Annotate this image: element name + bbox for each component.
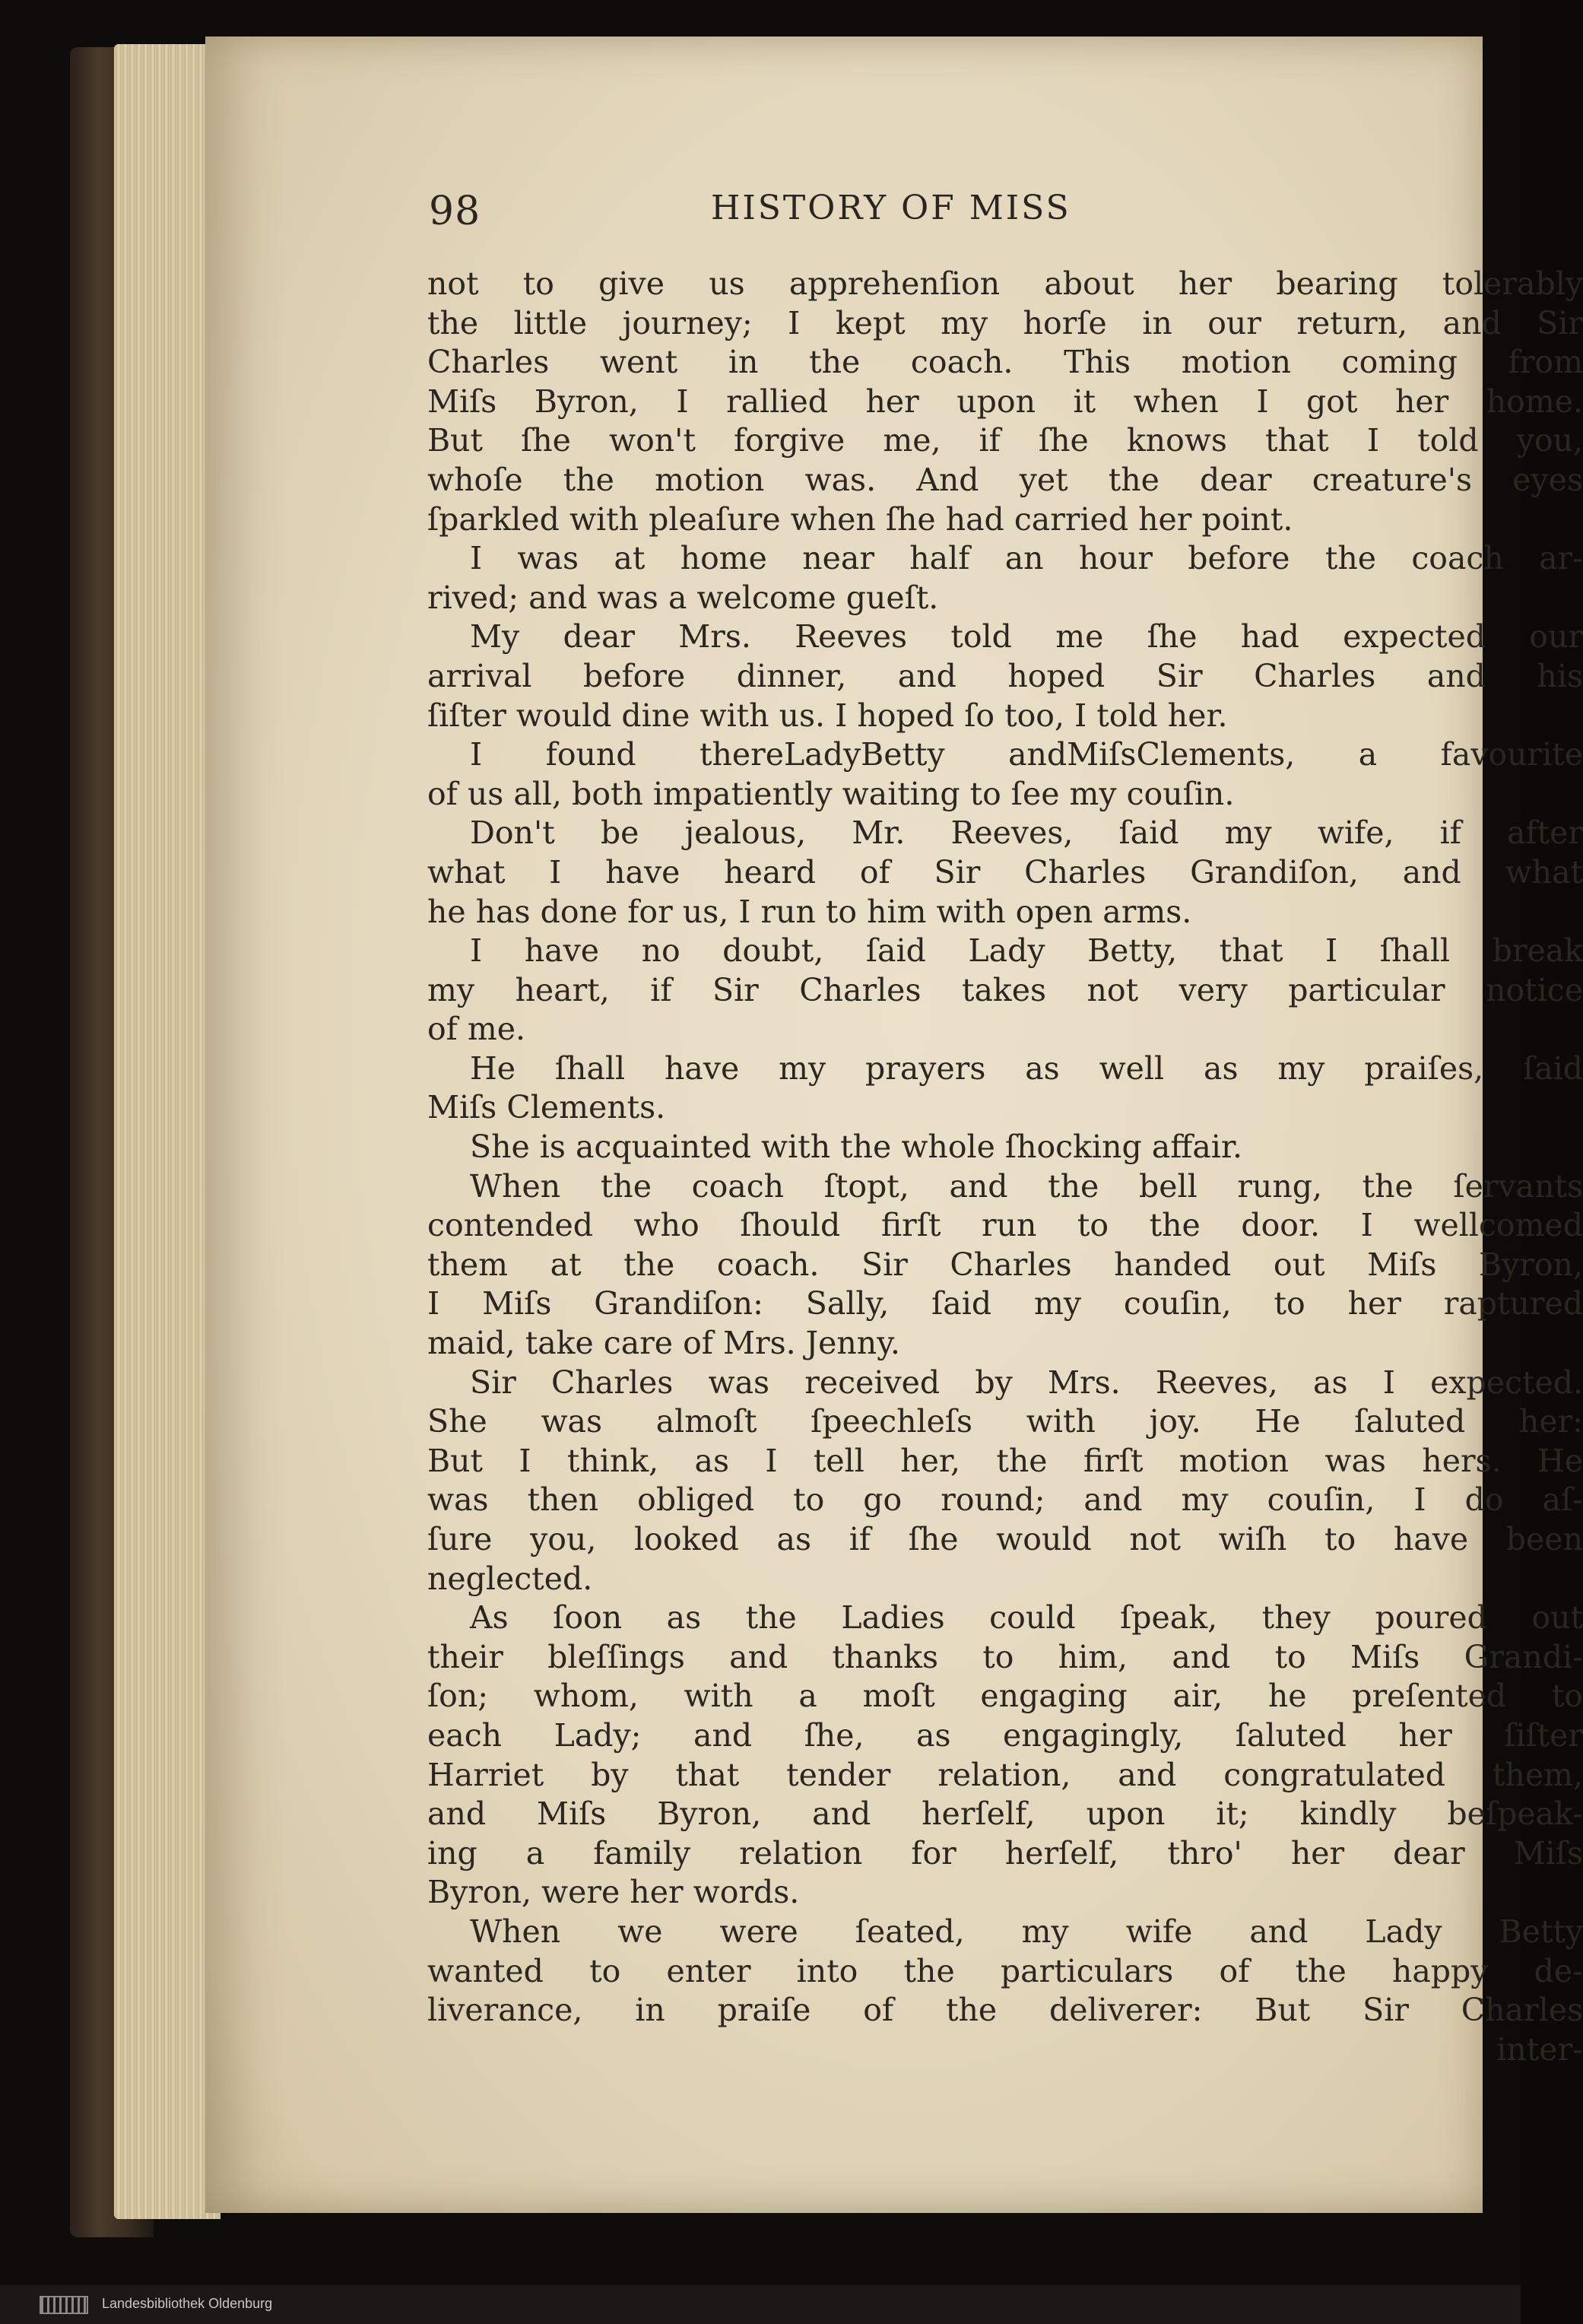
text-line: and Miſs Byron, and herſelf, upon it; kindly beſpeak- xyxy=(427,1795,1583,1833)
text-line: My dear Mrs. Reeves told me ſhe had expected our xyxy=(470,618,1583,656)
text-line: liverance, in praiſe of the deliverer: But Sir Charles xyxy=(427,1992,1583,2029)
text-line: Miſs Byron, I rallied her upon it when I got her home. xyxy=(427,383,1583,420)
page-number: 98 xyxy=(429,189,481,234)
book-page xyxy=(205,37,1583,2213)
text-line: She is acquainted with the whole ſhocking affair. xyxy=(470,1129,1243,1166)
text-line: I found thereLadyBetty andMiſsClements, a favourite xyxy=(470,736,1583,773)
library-building-icon xyxy=(40,2296,88,2314)
text-line: my heart, if Sir Charles takes not very particular notice xyxy=(427,971,1583,1008)
text-line: But I think, as I tell her, the firſt motion was hers. He xyxy=(427,1442,1583,1479)
text-line: Miſs Clements. xyxy=(427,1089,666,1126)
page-header xyxy=(205,189,1483,249)
text-line: Sir Charles was received by Mrs. Reeves, as I expected. xyxy=(470,1364,1583,1401)
text-line: I Miſs Grandiſon: Sally, ſaid my couſin, to her raptured xyxy=(427,1285,1583,1322)
text-line: Charles went in the coach. This motion coming from xyxy=(427,344,1583,381)
text-line: ſure you, looked as if ſhe would not wiſh to have been xyxy=(427,1521,1583,1557)
text-line: As ſoon as the Ladies could ſpeak, they poured out xyxy=(470,1599,1583,1637)
library-label: Landesbibliothek Oldenburg xyxy=(102,2296,273,2311)
running-head: HISTORY OF MISS xyxy=(711,189,1071,227)
text-line: of me. xyxy=(427,1011,526,1048)
text-line: ſparkled with pleaſure when ſhe had carried her point. xyxy=(427,500,1293,538)
text-line: arrival before dinner, and hoped Sir Charles and his xyxy=(427,657,1583,694)
text-line: Don't be jealous, Mr. Reeves, ſaid my wife, if after xyxy=(470,814,1583,852)
text-line: ſiſter would dine with us. I hoped ſo too, I told her. xyxy=(427,697,1228,734)
text-line: But ſhe won't forgive me, if ſhe knows that I told you, xyxy=(427,422,1583,459)
text-line: ing a family relation for herſelf, thro' her dear Miſs xyxy=(427,1834,1583,1872)
text-line: of us all, both impatiently waiting to ſee my couſin. xyxy=(427,775,1235,812)
catchword: inter- xyxy=(1496,2030,1583,2068)
text-line: neglected. xyxy=(427,1560,593,1597)
text-line: I was at home near half an hour before the coach ar- xyxy=(470,540,1583,577)
text-line: ſon; whom, with a moſt engaging air, he preſented to xyxy=(427,1678,1583,1715)
text-line: Harriet by that tender relation, and congratulated them, xyxy=(427,1756,1583,1793)
text-line: She was almoſt ſpeechleſs with joy. He ſaluted her: xyxy=(427,1403,1583,1440)
text-line: he has done for us, I run to him with open arms. xyxy=(427,893,1192,930)
text-line: the little journey; I kept my horſe in our return, and Sir xyxy=(427,304,1583,341)
text-line: maid, take care of Mrs. Jenny. xyxy=(427,1325,900,1362)
body-text xyxy=(427,265,1583,2069)
text-line: When we were ſeated, my wife and Lady Betty xyxy=(470,1913,1583,1950)
text-line: was then obliged to go round; and my couſin, I do aſ- xyxy=(427,1481,1583,1519)
text-line: their bleſſings and thanks to him, and to Miſs Grandi- xyxy=(427,1638,1583,1675)
text-line: each Lady; and ſhe, as engagingly, ſaluted her ſiſter xyxy=(427,1716,1583,1754)
text-line: what I have heard of Sir Charles Grandiſon, and what xyxy=(427,853,1583,891)
text-line: When the coach ſtopt, and the bell rung, the ſervants xyxy=(470,1167,1583,1205)
text-line: rived; and was a welcome gueſt. xyxy=(427,579,939,616)
text-line: whoſe the motion was. And yet the dear creature's eyes xyxy=(427,461,1583,498)
text-line: I have no doubt, ſaid Lady Betty, that I ſhall break xyxy=(470,932,1583,970)
text-line: He ſhall have my prayers as well as my praiſes, ſaid xyxy=(470,1049,1583,1087)
text-line: Byron, were her words. xyxy=(427,1874,800,1911)
page-edges xyxy=(114,44,220,2219)
text-line: not to give us apprehenſion about her bearing tolerably xyxy=(427,265,1583,302)
text-line: wanted to enter into the particulars of the happy de- xyxy=(427,1952,1583,1989)
text-line: contended who ſhould firſt run to the door. I wellcomed xyxy=(427,1207,1583,1244)
text-line: them at the coach. Sir Charles handed out Miſs Byron, xyxy=(427,1246,1583,1283)
footer-bar xyxy=(0,2285,1521,2324)
